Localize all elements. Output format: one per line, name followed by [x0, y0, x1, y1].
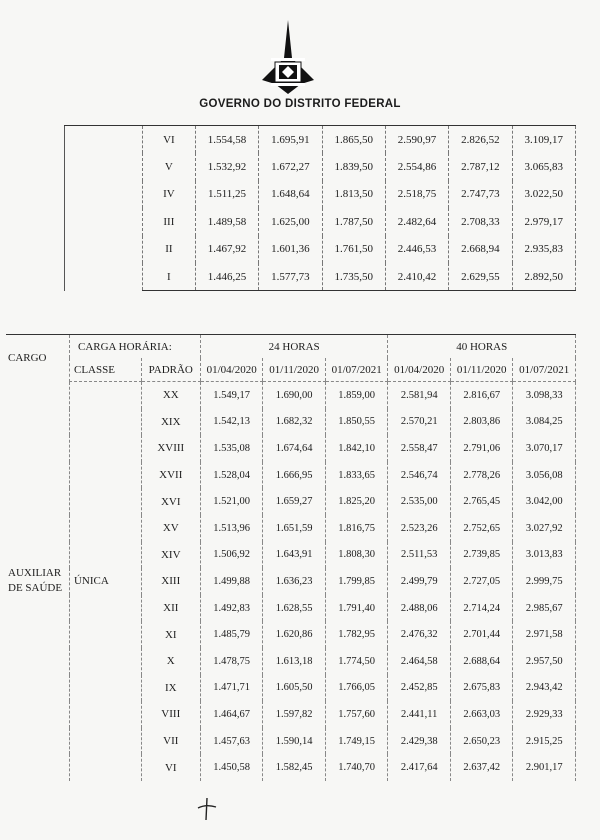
- value-cell: 3.042,00: [513, 488, 576, 515]
- value-cell: 1.749,15: [325, 728, 388, 755]
- value-cell: 1.478,75: [200, 648, 263, 675]
- padrao-cell: XIV: [141, 542, 200, 569]
- date-header: 01/07/2021: [513, 358, 576, 382]
- value-cell: 3.084,25: [513, 409, 576, 436]
- value-cell: 1.613,18: [263, 648, 325, 675]
- padrao-cell: II: [142, 236, 195, 263]
- date-header: 01/04/2020: [200, 358, 263, 382]
- value-cell: 2.816,67: [450, 382, 512, 409]
- value-cell: 1.850,55: [325, 409, 388, 436]
- value-cell: 1.808,30: [325, 542, 388, 569]
- value-cell: 2.765,45: [450, 488, 512, 515]
- padrao-cell: XVII: [141, 462, 200, 489]
- value-cell: 2.826,52: [449, 126, 512, 154]
- carga-horaria-label: CARGA HORÁRIA:: [69, 335, 200, 359]
- padrao-cell: VIII: [141, 701, 200, 728]
- cargo-line-1: AUXILIAR: [8, 567, 62, 580]
- padrao-header: PADRÃO: [141, 358, 200, 382]
- value-cell: 2.787,12: [449, 153, 512, 180]
- value-cell: 1.651,59: [263, 515, 325, 542]
- value-cell: 2.499,79: [388, 568, 451, 595]
- value-cell: 2.650,23: [450, 728, 512, 755]
- padrao-cell: XVIII: [141, 435, 200, 462]
- value-cell: 1.554,58: [195, 126, 258, 154]
- value-cell: 3.022,50: [512, 181, 575, 208]
- value-cell: 3.109,17: [512, 126, 575, 154]
- value-cell: 1.535,08: [200, 435, 263, 462]
- value-cell: 2.417,64: [388, 754, 451, 781]
- value-cell: 2.915,25: [513, 728, 576, 755]
- value-cell: 1.782,95: [325, 621, 388, 648]
- value-cell: 1.839,50: [322, 153, 385, 180]
- padrao-cell: XV: [141, 515, 200, 542]
- value-cell: 2.464,58: [388, 648, 451, 675]
- value-cell: 1.674,64: [263, 435, 325, 462]
- value-cell: 1.859,00: [325, 382, 388, 409]
- value-cell: 1.690,00: [263, 382, 325, 409]
- value-cell: 2.523,26: [388, 515, 451, 542]
- value-cell: 2.803,86: [450, 409, 512, 436]
- value-cell: 2.488,06: [388, 595, 451, 622]
- padrao-cell: IX: [141, 675, 200, 702]
- value-cell: 1.666,95: [263, 462, 325, 489]
- value-cell: 2.688,64: [450, 648, 512, 675]
- value-cell: 1.532,92: [195, 153, 258, 180]
- value-cell: 2.570,21: [388, 409, 451, 436]
- value-cell: 2.778,26: [450, 462, 512, 489]
- value-cell: 2.943,42: [513, 675, 576, 702]
- padrao-cell: V: [142, 153, 195, 180]
- value-cell: 2.747,73: [449, 181, 512, 208]
- value-cell: 1.816,75: [325, 515, 388, 542]
- value-cell: 1.833,65: [325, 462, 388, 489]
- value-cell: 1.577,73: [259, 263, 322, 291]
- table-subheader-row: [6, 358, 576, 382]
- padrao-cell: XII: [141, 595, 200, 622]
- table-row: [65, 126, 576, 154]
- value-cell: 2.554,86: [385, 153, 448, 180]
- value-cell: 2.546,74: [388, 462, 451, 489]
- salary-table-continuation: [64, 125, 576, 291]
- table-row: [6, 382, 576, 409]
- value-cell: 1.549,17: [200, 382, 263, 409]
- value-cell: 1.590,14: [263, 728, 325, 755]
- group-24-horas: 24 HORAS: [200, 335, 388, 359]
- value-cell: 1.485,79: [200, 621, 263, 648]
- padrao-cell: XI: [141, 621, 200, 648]
- value-cell: 1.601,36: [259, 236, 322, 263]
- value-cell: 1.492,83: [200, 595, 263, 622]
- value-cell: 2.535,00: [388, 488, 451, 515]
- value-cell: 3.070,17: [513, 435, 576, 462]
- value-cell: 1.791,40: [325, 595, 388, 622]
- value-cell: 3.056,08: [513, 462, 576, 489]
- value-cell: 1.761,50: [322, 236, 385, 263]
- padrao-cell: XIII: [141, 568, 200, 595]
- classe-header: CLASSE: [69, 358, 141, 382]
- group-40-horas: 40 HORAS: [388, 335, 576, 359]
- padrao-cell: XVI: [141, 488, 200, 515]
- value-cell: 3.027,92: [513, 515, 576, 542]
- table-header-row: [6, 335, 576, 359]
- cargo-header: CARGO: [6, 335, 69, 382]
- value-cell: 1.620,86: [263, 621, 325, 648]
- padrao-cell: VI: [142, 126, 195, 154]
- value-cell: 2.892,50: [512, 263, 575, 291]
- value-cell: 1.513,96: [200, 515, 263, 542]
- value-cell: 2.663,03: [450, 701, 512, 728]
- value-cell: 1.695,91: [259, 126, 322, 154]
- value-cell: 1.648,64: [259, 181, 322, 208]
- value-cell: 2.901,17: [513, 754, 576, 781]
- salary-table-auxiliar-saude: [6, 334, 576, 781]
- value-cell: 2.590,97: [385, 126, 448, 154]
- padrao-cell: I: [142, 263, 195, 291]
- value-cell: 2.929,33: [513, 701, 576, 728]
- value-cell: 2.999,75: [513, 568, 576, 595]
- value-cell: 2.637,42: [450, 754, 512, 781]
- value-cell: 2.482,64: [385, 208, 448, 235]
- value-cell: 1.636,23: [263, 568, 325, 595]
- value-cell: 1.489,58: [195, 208, 258, 235]
- value-cell: 2.985,67: [513, 595, 576, 622]
- value-cell: 1.511,25: [195, 181, 258, 208]
- padrao-cell: III: [142, 208, 195, 235]
- value-cell: 1.643,91: [263, 542, 325, 569]
- value-cell: 1.467,92: [195, 236, 258, 263]
- value-cell: 3.013,83: [513, 542, 576, 569]
- brasilia-cathedral-emblem-icon: [257, 18, 319, 96]
- value-cell: 3.065,83: [512, 153, 575, 180]
- value-cell: 2.558,47: [388, 435, 451, 462]
- value-cell: 2.446,53: [385, 236, 448, 263]
- value-cell: 1.464,67: [200, 701, 263, 728]
- value-cell: 2.791,06: [450, 435, 512, 462]
- value-cell: 2.581,94: [388, 382, 451, 409]
- value-cell: 1.774,50: [325, 648, 388, 675]
- value-cell: 2.675,83: [450, 675, 512, 702]
- value-cell: 1.582,45: [263, 754, 325, 781]
- value-cell: 1.450,58: [200, 754, 263, 781]
- blank-cell: [65, 126, 143, 291]
- document-header: [0, 0, 600, 122]
- value-cell: 1.825,20: [325, 488, 388, 515]
- value-cell: 1.735,50: [322, 263, 385, 291]
- value-cell: 1.628,55: [263, 595, 325, 622]
- date-header: 01/11/2020: [450, 358, 512, 382]
- value-cell: 2.452,85: [388, 675, 451, 702]
- value-cell: 2.752,65: [450, 515, 512, 542]
- classe-cell: ÚNICA: [69, 382, 141, 781]
- padrao-cell: X: [141, 648, 200, 675]
- value-cell: 1.799,85: [325, 568, 388, 595]
- value-cell: 2.714,24: [450, 595, 512, 622]
- value-cell: 1.471,71: [200, 675, 263, 702]
- padrao-cell: VI: [141, 754, 200, 781]
- value-cell: 1.865,50: [322, 126, 385, 154]
- value-cell: 1.506,92: [200, 542, 263, 569]
- value-cell: 1.528,04: [200, 462, 263, 489]
- government-title: GOVERNO DO DISTRITO FEDERAL: [199, 98, 401, 110]
- value-cell: 1.672,27: [259, 153, 322, 180]
- value-cell: 1.457,63: [200, 728, 263, 755]
- value-cell: 2.518,75: [385, 181, 448, 208]
- value-cell: 2.668,94: [449, 236, 512, 263]
- value-cell: 1.521,00: [200, 488, 263, 515]
- value-cell: 2.410,42: [385, 263, 448, 291]
- handwritten-initial-mark-icon: [196, 796, 218, 822]
- value-cell: 1.787,50: [322, 208, 385, 235]
- value-cell: 1.446,25: [195, 263, 258, 291]
- value-cell: 2.701,44: [450, 621, 512, 648]
- value-cell: 2.629,55: [449, 263, 512, 291]
- value-cell: 1.757,60: [325, 701, 388, 728]
- value-cell: 1.766,05: [325, 675, 388, 702]
- value-cell: 1.842,10: [325, 435, 388, 462]
- value-cell: 2.739,85: [450, 542, 512, 569]
- cargo-line-2: DE SAÚDE: [8, 582, 63, 595]
- value-cell: 1.682,32: [263, 409, 325, 436]
- value-cell: 3.098,33: [513, 382, 576, 409]
- value-cell: 1.542,13: [200, 409, 263, 436]
- date-header: 01/11/2020: [263, 358, 325, 382]
- value-cell: 1.605,50: [263, 675, 325, 702]
- value-cell: 2.979,17: [512, 208, 575, 235]
- value-cell: 2.708,33: [449, 208, 512, 235]
- padrao-cell: VII: [141, 728, 200, 755]
- cargo-cell: [6, 382, 69, 781]
- value-cell: 2.511,53: [388, 542, 451, 569]
- value-cell: 2.971,58: [513, 621, 576, 648]
- value-cell: 2.476,32: [388, 621, 451, 648]
- padrao-cell: XIX: [141, 409, 200, 436]
- value-cell: 1.659,27: [263, 488, 325, 515]
- value-cell: 2.935,83: [512, 236, 575, 263]
- value-cell: 1.597,82: [263, 701, 325, 728]
- value-cell: 2.429,38: [388, 728, 451, 755]
- value-cell: 2.957,50: [513, 648, 576, 675]
- padrao-cell: XX: [141, 382, 200, 409]
- value-cell: 1.499,88: [200, 568, 263, 595]
- date-header: 01/04/2020: [388, 358, 451, 382]
- value-cell: 1.740,70: [325, 754, 388, 781]
- padrao-cell: IV: [142, 181, 195, 208]
- value-cell: 1.625,00: [259, 208, 322, 235]
- date-header: 01/07/2021: [325, 358, 388, 382]
- value-cell: 1.813,50: [322, 181, 385, 208]
- value-cell: 2.441,11: [388, 701, 451, 728]
- value-cell: 2.727,05: [450, 568, 512, 595]
